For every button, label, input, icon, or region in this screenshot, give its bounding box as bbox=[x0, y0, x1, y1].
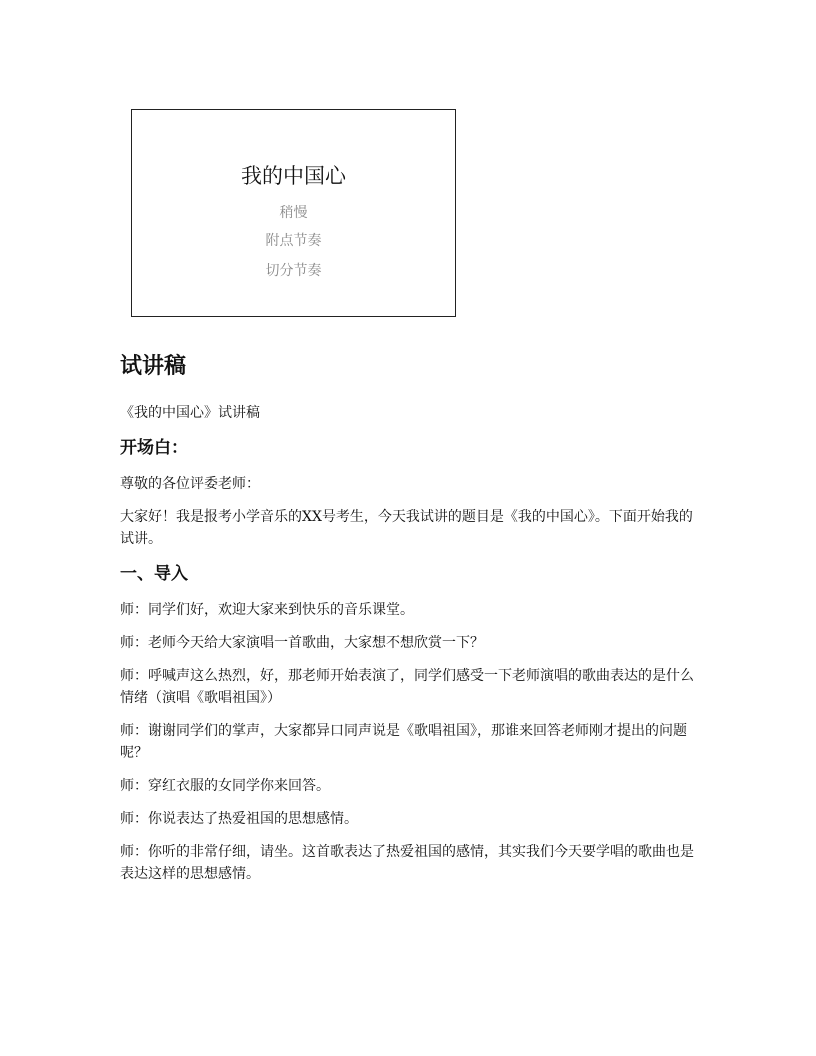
slide-item-syncopation: 切分节奏 bbox=[265, 263, 322, 279]
slide-item-dotted-rhythm: 附点节奏 bbox=[265, 233, 322, 249]
paragraph: 师：呼喊声这么热烈，好，那老师开始表演了，同学们感受一下老师演唱的歌曲表达的是什么情绪（演唱《歌唱祖国》） bbox=[120, 668, 694, 706]
paragraph: 师：谢谢同学们的掌声，大家都异口同声说是《歌唱祖国》，那谁来回答老师刚才提出的问题呢？ bbox=[120, 723, 687, 761]
slide-thumbnail bbox=[131, 109, 456, 317]
paragraph: 师：同学们好，欢迎大家来到快乐的音乐课堂。 bbox=[120, 602, 414, 618]
paragraph: 师：老师今天给大家演唱一首歌曲，大家想不想欣赏一下？ bbox=[120, 635, 484, 651]
section-opening-heading: 开场白： bbox=[120, 438, 188, 458]
paragraph: 师：你说表达了热爱祖国的思想感情。 bbox=[120, 811, 358, 827]
doc-heading: 试讲稿 bbox=[120, 354, 187, 379]
intro-paragraph: 大家好！我是报考小学音乐的XX号考生，今天我试讲的题目是《我的中国心》。下面开始我的试讲。 bbox=[120, 509, 693, 547]
greeting-paragraph: 尊敬的各位评委老师： bbox=[120, 476, 260, 492]
paragraph: 师：穿红衣服的女同学你来回答。 bbox=[120, 778, 330, 794]
document-body bbox=[120, 350, 696, 896]
slide-item-tempo: 稍慢 bbox=[279, 205, 308, 221]
paragraph: 师：你听的非常仔细，请坐。这首歌表达了热爱祖国的感情，其实我们今天要学唱的歌曲也是表达这样的思想感情。 bbox=[120, 844, 694, 882]
slide-title: 我的中国心 bbox=[241, 164, 346, 188]
section-1-heading: 一、导入 bbox=[120, 564, 188, 584]
doc-subtitle: 《我的中国心》试讲稿 bbox=[120, 405, 260, 421]
